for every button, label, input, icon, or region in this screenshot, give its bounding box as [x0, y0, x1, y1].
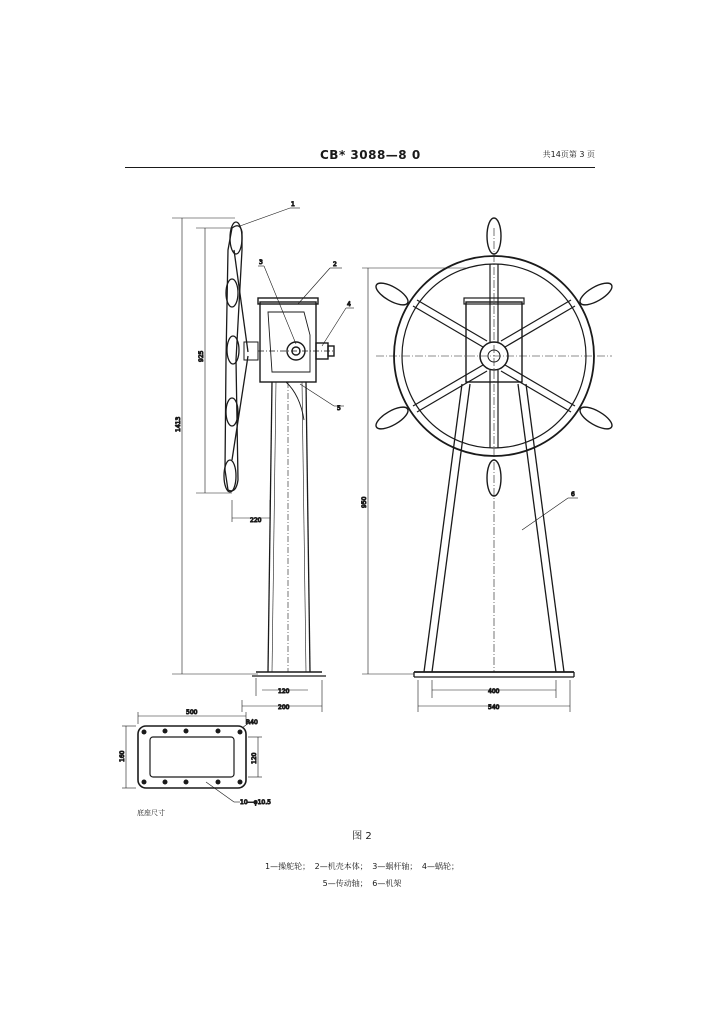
dim-offset: 220 [250, 517, 262, 524]
dim-wheel-diameter: 925 [198, 350, 205, 362]
base-plan [119, 709, 271, 806]
front-view [361, 218, 615, 712]
legend-item-3: 3—蜗杆轴； [372, 862, 418, 871]
legend-line-1 [0, 861, 724, 872]
dim-stand-height: 950 [361, 496, 368, 508]
dim-base-inner-depth: 120 [251, 752, 258, 764]
dim-base-inner-front: 400 [488, 688, 500, 695]
dim-base-length: 500 [186, 709, 198, 716]
label-part-6: 6 [571, 491, 575, 498]
front-wheel [373, 218, 615, 672]
dim-total-height: 1413 [175, 416, 182, 432]
dim-base-depth: 160 [119, 750, 126, 762]
base-caption: 底座尺寸 [137, 809, 165, 817]
side-column [252, 382, 326, 676]
dim-base-outer-front: 540 [488, 704, 500, 711]
side-view [172, 201, 354, 712]
dim-column-width: 120 [278, 688, 290, 695]
legend-item-1: 1—操舵轮； [264, 862, 311, 871]
side-dimensions [172, 218, 322, 712]
legend-line-2 [0, 878, 724, 889]
standard-number: CB* 3088—8 0 [320, 148, 421, 162]
label-part-1: 1 [291, 201, 295, 208]
dim-bolt-holes: 10—φ10.5 [240, 799, 271, 806]
legend-item-4: 4—蜗轮； [421, 862, 459, 871]
page-info: 共14页第 3 页 [542, 150, 595, 159]
label-part-4: 4 [347, 301, 351, 308]
legend-item-5: 5—传动轴； [322, 879, 368, 888]
label-part-5: 5 [337, 405, 341, 412]
label-part-3: 3 [259, 259, 263, 266]
legend-item-6: 6—机架 [372, 879, 402, 888]
side-housing [258, 298, 334, 382]
label-part-2: 2 [333, 261, 337, 268]
dim-base-width-side: 200 [278, 704, 290, 711]
side-leaders [240, 208, 354, 406]
dim-corner-radius: R40 [246, 719, 258, 726]
figure-caption: 图 2 [352, 831, 372, 842]
legend-item-2: 2—机壳本体； [314, 862, 368, 871]
